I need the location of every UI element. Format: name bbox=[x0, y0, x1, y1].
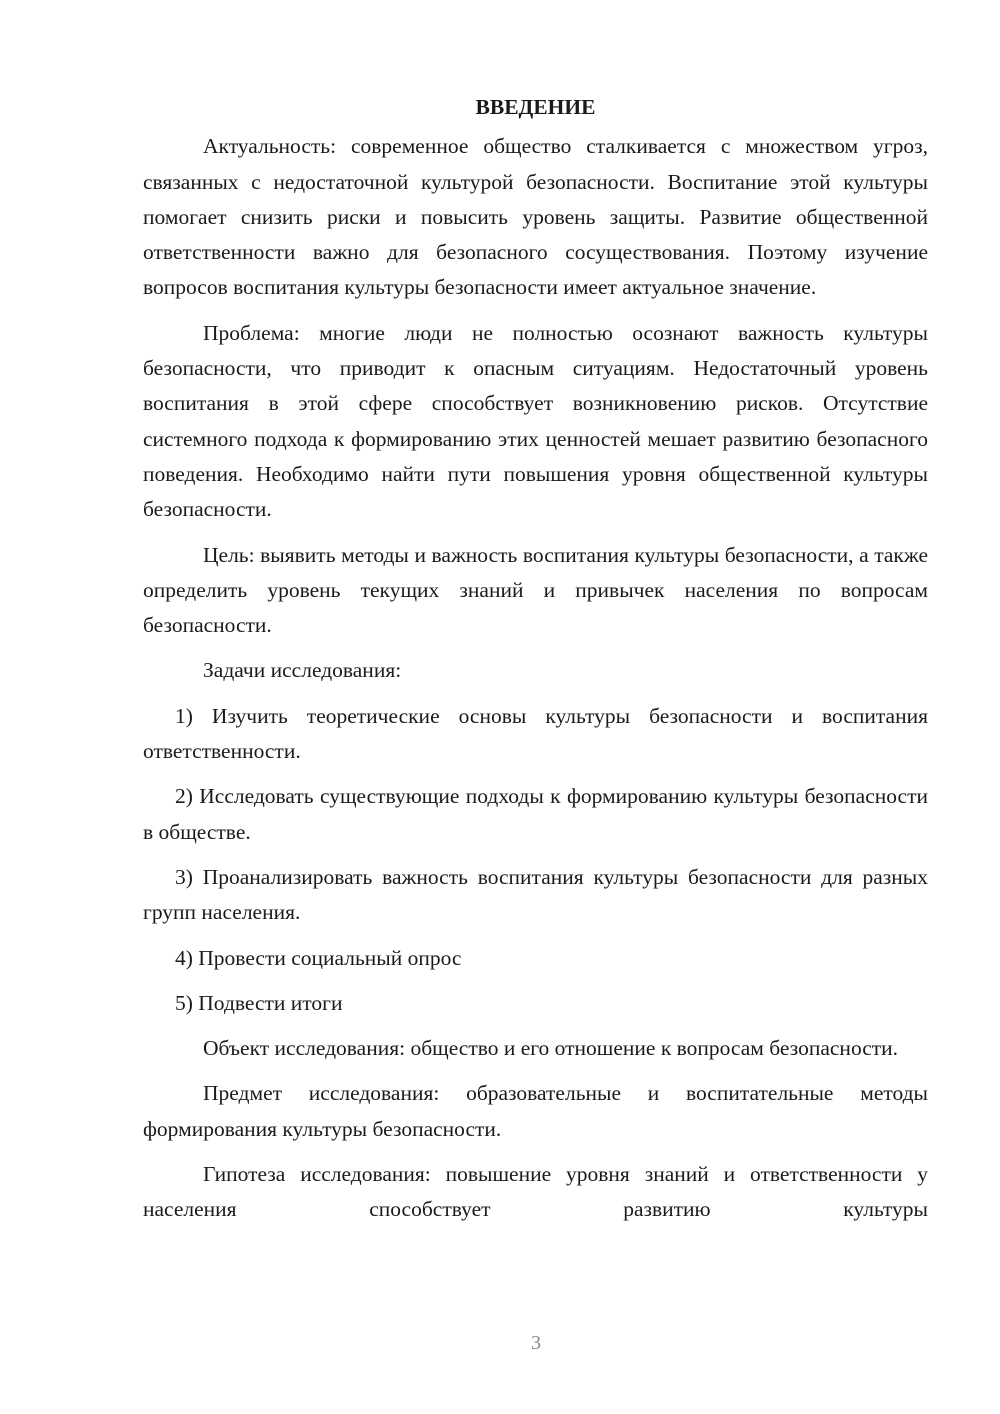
subject-paragraph: Предмет исследования: образовательные и воспитательные методы формирования культуры безопасности. bbox=[143, 1081, 928, 1141]
section-title: ВВЕДЕНИЕ bbox=[475, 95, 596, 119]
task-item-2: 2) Исследовать существующие подходы к формированию культуры безопасности в обществе. bbox=[143, 784, 928, 844]
page-number: 3 bbox=[531, 1332, 541, 1354]
task-item-4: 4) Провести социальный опрос bbox=[175, 945, 462, 970]
object-paragraph: Объект исследования: общество и его отношение к вопросам безопасности. bbox=[203, 1036, 899, 1061]
task-item-3: 3) Проанализировать важность воспитания культуры безопасности для разных групп населения. bbox=[143, 864, 928, 925]
hypothesis-paragraph: Гипотеза исследования: повышение уровня знаний и ответственности у населения способствует развитию культуры bbox=[143, 1162, 928, 1222]
tasks-heading: Задачи исследования: bbox=[203, 658, 402, 683]
task-item-5: 5) Подвести итоги bbox=[175, 990, 343, 1015]
goal-paragraph: Цель: выявить методы и важность воспитания культуры безопасности, а также определить уровень текущих знаний и привычек населения по вопросам безопасности. bbox=[143, 542, 928, 638]
document-page bbox=[143, 90, 928, 1238]
problem-paragraph: Проблема: многие люди не полностью осознают важность культуры безопасности, что приводит к опасным ситуациям. Недостаточный уровень воспитания в этой сфере способствует возникновению рисков. Отсутствие системного подхода к формированию этих ценностей мешает развитию безопасного поведения. Необходимо найти пути повышения уровня общественной культуры безопасности. bbox=[143, 320, 928, 522]
task-item-1: 1) Изучить теоретические основы культуры безопасности и воспитания ответственности. bbox=[143, 703, 928, 764]
relevance-paragraph: Актуальность: современное общество сталкивается с множеством угроз, связанных с недостаточной культурой безопасности. Воспитание этой культуры помогает снизить риски и повысить уровень защиты. Развитие общественной ответственности важно для безопасного сосуществования. Поэтому изучение вопросов воспитания культуры безопасности имеет актуальное значение. bbox=[143, 134, 928, 300]
